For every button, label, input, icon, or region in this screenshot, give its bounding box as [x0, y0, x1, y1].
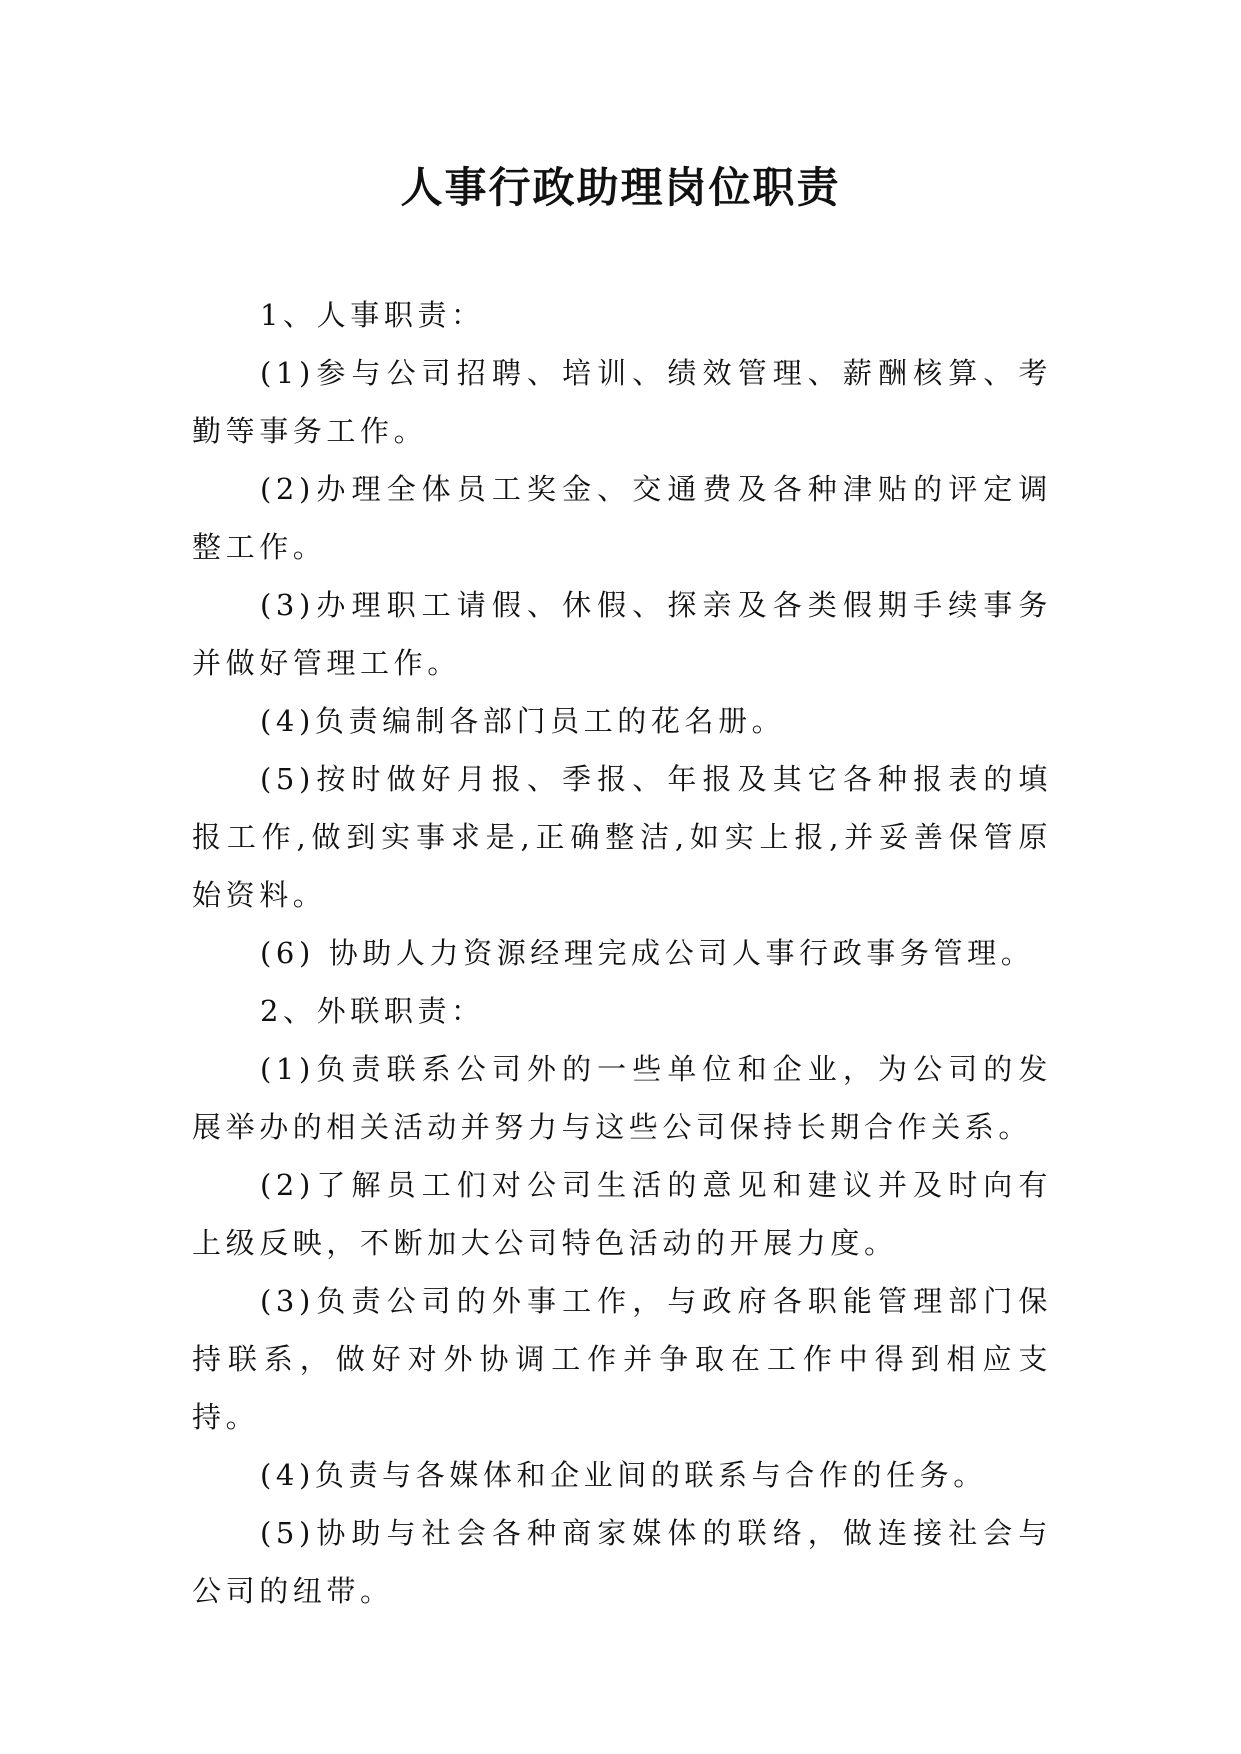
hr-duty-2: (2)办理全体员工奖金、交通费及各种津贴的评定调整工作。	[192, 472, 1052, 564]
hr-duty-3: (3)办理职工请假、休假、探亲及各类假期手续事务并做好管理工作。	[192, 588, 1052, 680]
section-heading-hr: 1、人事职责：	[260, 298, 485, 332]
hr-duty-5: (5)按时做好月报、季报、年报及其它各种报表的填报工作,做到实事求是,正确整洁,如实上报,并妥善保管原始资料。	[192, 762, 1052, 912]
hr-duty-6: (6) 协助人力资源经理完成公司人事行政事务管理。	[260, 936, 1035, 970]
external-duty-4: (4)负责与各媒体和企业间的联系与合作的任务。	[260, 1458, 987, 1492]
hr-duty-4: (4)负责编制各部门员工的花名册。	[260, 704, 786, 738]
external-duty-5: (5)协助与社会各种商家媒体的联络，做连接社会与公司的纽带。	[192, 1516, 1052, 1608]
document-title: 人事行政助理岗位职责	[400, 163, 841, 212]
external-duty-3: (3)负责公司的外事工作，与政府各职能管理部门保持联系，做好对外协调工作并争取在工作中得到相应支持。	[192, 1284, 1052, 1434]
hr-duty-1: (1)参与公司招聘、培训、绩效管理、薪酬核算、考勤等事务工作。	[192, 356, 1052, 448]
external-duty-2: (2)了解员工们对公司生活的意见和建议并及时向有上级反映，不断加大公司特色活动的开展力度。	[192, 1168, 1052, 1260]
document-body	[192, 286, 1052, 1620]
section-heading-external: 2、外联职责：	[260, 994, 485, 1028]
external-duty-1: (1)负责联系公司外的一些单位和企业，为公司的发展举办的相关活动并努力与这些公司保持长期合作关系。	[192, 1052, 1052, 1144]
